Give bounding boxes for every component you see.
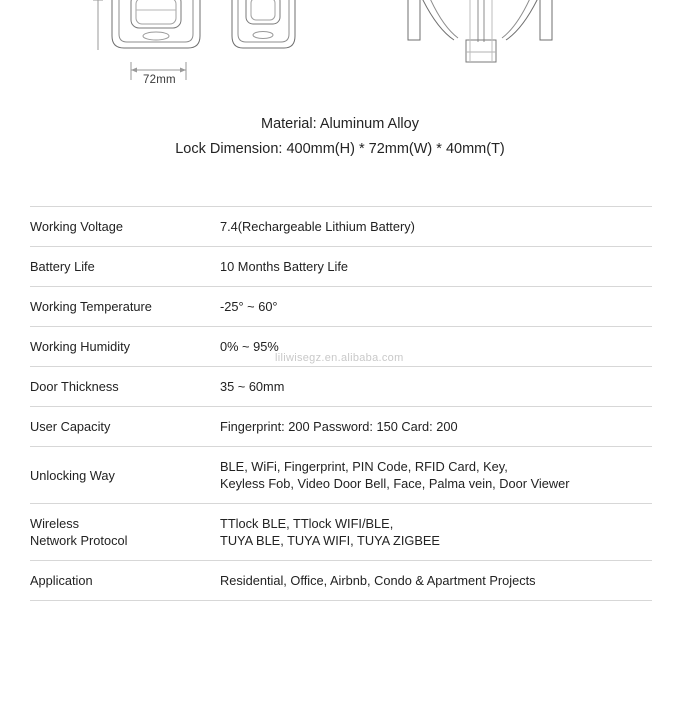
table-row [30, 504, 652, 561]
lock-dimension-text: Lock Dimension: 400mm(H) * 72mm(W) * 40mm(T) [175, 141, 505, 157]
material-text: Material: Aluminum Alloy [261, 116, 419, 132]
row-value-line: 10 Months Battery Life [220, 259, 349, 274]
technical-drawing [0, 0, 680, 96]
table-row [30, 407, 652, 447]
row-value-line: Residential, Office, Airbnb, Condo & Apartment Projects [220, 573, 536, 588]
row-value-line: Keyless Fob, Video Door Bell, Face, Palma vein, Door Viewer [220, 476, 570, 491]
table-row [30, 561, 652, 601]
row-value [220, 247, 652, 287]
row-label: Door Thickness [30, 379, 119, 394]
lock-technical-drawing-svg [0, 0, 680, 96]
row-value-line: BLE, WiFi, Fingerprint, PIN Code, RFID Card, Key, [220, 459, 508, 474]
row-value [220, 207, 652, 247]
row-value [220, 504, 652, 561]
row-value [220, 561, 652, 601]
row-label: Working Temperature [30, 299, 152, 314]
row-value-line: TUYA BLE, TUYA WIFI, TUYA ZIGBEE [220, 533, 440, 548]
dimension-label-width: 72mm [143, 74, 176, 86]
row-value [220, 407, 652, 447]
row-label: Unlocking Way [30, 467, 115, 483]
row-label: Battery Life [30, 259, 95, 274]
row-label: User Capacity [30, 419, 111, 434]
row-value-line: TTlock BLE, TTlock WIFI/BLE, [220, 516, 394, 531]
row-label: Application [30, 573, 93, 588]
table-row [30, 247, 652, 287]
row-value [220, 287, 652, 327]
row-value-line: Fingerprint: 200 Password: 150 Card: 200 [220, 419, 458, 434]
table-row [30, 367, 652, 407]
specification-table-wrapper [30, 206, 652, 601]
table-row [30, 207, 652, 247]
row-value-line: 7.4(Rechargeable Lithium Battery) [220, 219, 415, 234]
row-label: Working Voltage [30, 219, 123, 234]
row-label-line: Network Protocol [30, 533, 128, 548]
specification-table [30, 206, 652, 601]
row-label [30, 504, 220, 561]
row-value-line: 35 ~ 60mm [220, 379, 285, 394]
row-value-line: -25° ~ 60° [220, 299, 278, 314]
row-value [220, 327, 652, 367]
row-value-line: 0% ~ 95% [220, 339, 279, 354]
spec-header [0, 112, 680, 162]
site-watermark: liliwisegz.en.alibaba.com [275, 352, 404, 364]
row-value [220, 367, 652, 407]
row-label-line: Wireless [30, 516, 80, 531]
table-row [30, 287, 652, 327]
table-row [30, 447, 652, 504]
row-label: Working Humidity [30, 339, 131, 354]
row-value [220, 447, 652, 504]
table-row [30, 327, 652, 367]
